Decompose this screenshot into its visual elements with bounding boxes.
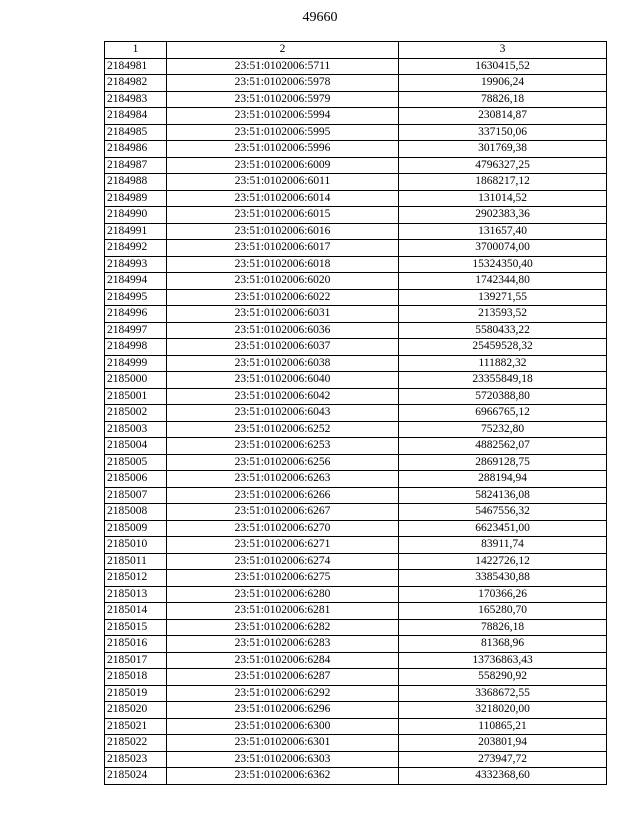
record-number-cell: 2184984 — [105, 108, 167, 125]
table-row — [105, 190, 607, 207]
table-row — [105, 207, 607, 224]
value-cell: 78826,18 — [399, 91, 607, 108]
cadastral-number-cell: 23:51:0102006:6016 — [167, 223, 399, 240]
cadastral-number-cell: 23:51:0102006:6271 — [167, 537, 399, 554]
record-number-cell: 2185018 — [105, 669, 167, 686]
value-cell: 337150,06 — [399, 124, 607, 141]
table-row — [105, 570, 607, 587]
value-cell: 203801,94 — [399, 735, 607, 752]
record-number-cell: 2185002 — [105, 405, 167, 422]
table-row — [105, 58, 607, 75]
table-row — [105, 586, 607, 603]
cadastral-number-cell: 23:51:0102006:6017 — [167, 240, 399, 257]
table-row — [105, 520, 607, 537]
value-cell: 2902383,36 — [399, 207, 607, 224]
record-number-cell: 2185015 — [105, 619, 167, 636]
cadastral-number-cell: 23:51:0102006:6282 — [167, 619, 399, 636]
record-number-cell: 2184989 — [105, 190, 167, 207]
record-number-cell: 2185000 — [105, 372, 167, 389]
table-row — [105, 75, 607, 92]
cadastral-number-cell: 23:51:0102006:5996 — [167, 141, 399, 158]
value-cell: 23355849,18 — [399, 372, 607, 389]
table-row — [105, 438, 607, 455]
record-number-cell: 2184997 — [105, 322, 167, 339]
cadastral-number-cell: 23:51:0102006:6252 — [167, 421, 399, 438]
table-row — [105, 685, 607, 702]
record-number-cell: 2184999 — [105, 355, 167, 372]
table-row — [105, 405, 607, 422]
record-number-cell: 2184987 — [105, 157, 167, 174]
record-number-cell: 2185023 — [105, 751, 167, 768]
record-number-cell: 2185006 — [105, 471, 167, 488]
cadastral-number-cell: 23:51:0102006:5995 — [167, 124, 399, 141]
cadastral-number-cell: 23:51:0102006:6267 — [167, 504, 399, 521]
record-number-cell: 2185001 — [105, 388, 167, 405]
cadastral-number-cell: 23:51:0102006:5711 — [167, 58, 399, 75]
value-cell: 1630415,52 — [399, 58, 607, 75]
value-cell: 4796327,25 — [399, 157, 607, 174]
value-cell: 558290,92 — [399, 669, 607, 686]
table-row — [105, 702, 607, 719]
value-cell: 288194,94 — [399, 471, 607, 488]
record-number-cell: 2184991 — [105, 223, 167, 240]
table-row — [105, 223, 607, 240]
table-row — [105, 240, 607, 257]
record-number-cell: 2185017 — [105, 652, 167, 669]
record-number-cell: 2185004 — [105, 438, 167, 455]
record-number-cell: 2184998 — [105, 339, 167, 356]
cadastral-number-cell: 23:51:0102006:5994 — [167, 108, 399, 125]
cadastral-number-cell: 23:51:0102006:5978 — [167, 75, 399, 92]
table-row — [105, 256, 607, 273]
table-row — [105, 751, 607, 768]
record-number-cell: 2185024 — [105, 768, 167, 785]
record-number-cell: 2184982 — [105, 75, 167, 92]
cadastral-number-cell: 23:51:0102006:6253 — [167, 438, 399, 455]
table-row — [105, 339, 607, 356]
record-number-cell: 2185012 — [105, 570, 167, 587]
cadastral-number-cell: 23:51:0102006:6280 — [167, 586, 399, 603]
record-number-cell: 2185008 — [105, 504, 167, 521]
cadastral-number-cell: 23:51:0102006:6036 — [167, 322, 399, 339]
value-cell: 75232,80 — [399, 421, 607, 438]
table-row — [105, 124, 607, 141]
record-number-cell: 2185010 — [105, 537, 167, 554]
record-number-cell: 2185013 — [105, 586, 167, 603]
table-row — [105, 471, 607, 488]
cadastral-number-cell: 23:51:0102006:6256 — [167, 454, 399, 471]
table-row — [105, 504, 607, 521]
record-number-cell: 2185016 — [105, 636, 167, 653]
table-row — [105, 603, 607, 620]
column-header-2: 2 — [167, 42, 399, 59]
table-row — [105, 157, 607, 174]
cadastral-number-cell: 23:51:0102006:6022 — [167, 289, 399, 306]
record-number-cell: 2185007 — [105, 487, 167, 504]
record-number-cell: 2184986 — [105, 141, 167, 158]
record-number-cell: 2184992 — [105, 240, 167, 257]
value-cell: 3368672,55 — [399, 685, 607, 702]
value-cell: 213593,52 — [399, 306, 607, 323]
column-header-3: 3 — [399, 42, 607, 59]
table-row — [105, 372, 607, 389]
cadastral-number-cell: 23:51:0102006:6014 — [167, 190, 399, 207]
cadastral-number-cell: 23:51:0102006:6015 — [167, 207, 399, 224]
cadastral-number-cell: 23:51:0102006:6281 — [167, 603, 399, 620]
value-cell: 5720388,80 — [399, 388, 607, 405]
record-number-cell: 2185003 — [105, 421, 167, 438]
record-number-cell: 2184996 — [105, 306, 167, 323]
table-row — [105, 174, 607, 191]
value-cell: 3218020,00 — [399, 702, 607, 719]
value-cell: 230814,87 — [399, 108, 607, 125]
value-cell: 3385430,88 — [399, 570, 607, 587]
table-header — [105, 42, 607, 59]
value-cell: 1742344,80 — [399, 273, 607, 290]
column-header-1: 1 — [105, 42, 167, 59]
record-number-cell: 2185022 — [105, 735, 167, 752]
table-row — [105, 454, 607, 471]
data-table — [104, 41, 607, 785]
cadastral-number-cell: 23:51:0102006:6009 — [167, 157, 399, 174]
record-number-cell: 2185011 — [105, 553, 167, 570]
value-cell: 5824136,08 — [399, 487, 607, 504]
cadastral-number-cell: 23:51:0102006:6270 — [167, 520, 399, 537]
record-number-cell: 2184981 — [105, 58, 167, 75]
table-row — [105, 636, 607, 653]
table-row — [105, 619, 607, 636]
record-number-cell: 2185014 — [105, 603, 167, 620]
table-row — [105, 537, 607, 554]
table-row — [105, 355, 607, 372]
cadastral-number-cell: 23:51:0102006:6018 — [167, 256, 399, 273]
table-row — [105, 289, 607, 306]
value-cell: 19906,24 — [399, 75, 607, 92]
record-number-cell: 2184995 — [105, 289, 167, 306]
value-cell: 301769,38 — [399, 141, 607, 158]
cadastral-number-cell: 23:51:0102006:6292 — [167, 685, 399, 702]
table-row — [105, 669, 607, 686]
cadastral-number-cell: 23:51:0102006:6037 — [167, 339, 399, 356]
value-cell: 1868217,12 — [399, 174, 607, 191]
cadastral-number-cell: 23:51:0102006:6042 — [167, 388, 399, 405]
cadastral-number-cell: 23:51:0102006:6283 — [167, 636, 399, 653]
record-number-cell: 2185019 — [105, 685, 167, 702]
record-number-cell: 2185020 — [105, 702, 167, 719]
value-cell: 5580433,22 — [399, 322, 607, 339]
table-row — [105, 388, 607, 405]
value-cell: 15324350,40 — [399, 256, 607, 273]
value-cell: 83911,74 — [399, 537, 607, 554]
cadastral-number-cell: 23:51:0102006:6040 — [167, 372, 399, 389]
value-cell: 5467556,32 — [399, 504, 607, 521]
table-row — [105, 273, 607, 290]
table-row — [105, 322, 607, 339]
value-cell: 6623451,00 — [399, 520, 607, 537]
value-cell: 25459528,32 — [399, 339, 607, 356]
record-number-cell: 2184993 — [105, 256, 167, 273]
value-cell: 111882,32 — [399, 355, 607, 372]
page-number: 49660 — [302, 10, 338, 25]
cadastral-number-cell: 23:51:0102006:6300 — [167, 718, 399, 735]
cadastral-number-cell: 23:51:0102006:6303 — [167, 751, 399, 768]
table-row — [105, 735, 607, 752]
cadastral-number-cell: 23:51:0102006:6020 — [167, 273, 399, 290]
value-cell: 13736863,43 — [399, 652, 607, 669]
record-number-cell: 2185009 — [105, 520, 167, 537]
record-number-cell: 2184983 — [105, 91, 167, 108]
cadastral-number-cell: 23:51:0102006:6263 — [167, 471, 399, 488]
cadastral-number-cell: 23:51:0102006:6301 — [167, 735, 399, 752]
cadastral-number-cell: 23:51:0102006:6362 — [167, 768, 399, 785]
table-row — [105, 718, 607, 735]
table-row — [105, 141, 607, 158]
table-row — [105, 306, 607, 323]
table-row — [105, 652, 607, 669]
cadastral-number-cell: 23:51:0102006:5979 — [167, 91, 399, 108]
cadastral-number-cell: 23:51:0102006:6031 — [167, 306, 399, 323]
value-cell: 3700074,00 — [399, 240, 607, 257]
table-header-row — [105, 42, 607, 59]
table-row — [105, 421, 607, 438]
table-row — [105, 108, 607, 125]
cadastral-number-cell: 23:51:0102006:6275 — [167, 570, 399, 587]
cadastral-number-cell: 23:51:0102006:6274 — [167, 553, 399, 570]
value-cell: 2869128,75 — [399, 454, 607, 471]
value-cell: 4332368,60 — [399, 768, 607, 785]
cadastral-number-cell: 23:51:0102006:6043 — [167, 405, 399, 422]
value-cell: 6966765,12 — [399, 405, 607, 422]
value-cell: 273947,72 — [399, 751, 607, 768]
value-cell: 170366,26 — [399, 586, 607, 603]
table-row — [105, 487, 607, 504]
cadastral-number-cell: 23:51:0102006:6284 — [167, 652, 399, 669]
value-cell: 78826,18 — [399, 619, 607, 636]
table-row — [105, 768, 607, 785]
value-cell: 110865,21 — [399, 718, 607, 735]
table-row — [105, 553, 607, 570]
record-number-cell: 2184994 — [105, 273, 167, 290]
record-number-cell: 2185005 — [105, 454, 167, 471]
table-row — [105, 91, 607, 108]
cadastral-number-cell: 23:51:0102006:6266 — [167, 487, 399, 504]
record-number-cell: 2184990 — [105, 207, 167, 224]
table-body — [105, 58, 607, 784]
value-cell: 139271,55 — [399, 289, 607, 306]
value-cell: 165280,70 — [399, 603, 607, 620]
value-cell: 1422726,12 — [399, 553, 607, 570]
value-cell: 4882562,07 — [399, 438, 607, 455]
record-number-cell: 2185021 — [105, 718, 167, 735]
value-cell: 81368,96 — [399, 636, 607, 653]
cadastral-number-cell: 23:51:0102006:6287 — [167, 669, 399, 686]
value-cell: 131657,40 — [399, 223, 607, 240]
cadastral-number-cell: 23:51:0102006:6296 — [167, 702, 399, 719]
cadastral-number-cell: 23:51:0102006:6038 — [167, 355, 399, 372]
record-number-cell: 2184988 — [105, 174, 167, 191]
value-cell: 131014,52 — [399, 190, 607, 207]
cadastral-number-cell: 23:51:0102006:6011 — [167, 174, 399, 191]
record-number-cell: 2184985 — [105, 124, 167, 141]
